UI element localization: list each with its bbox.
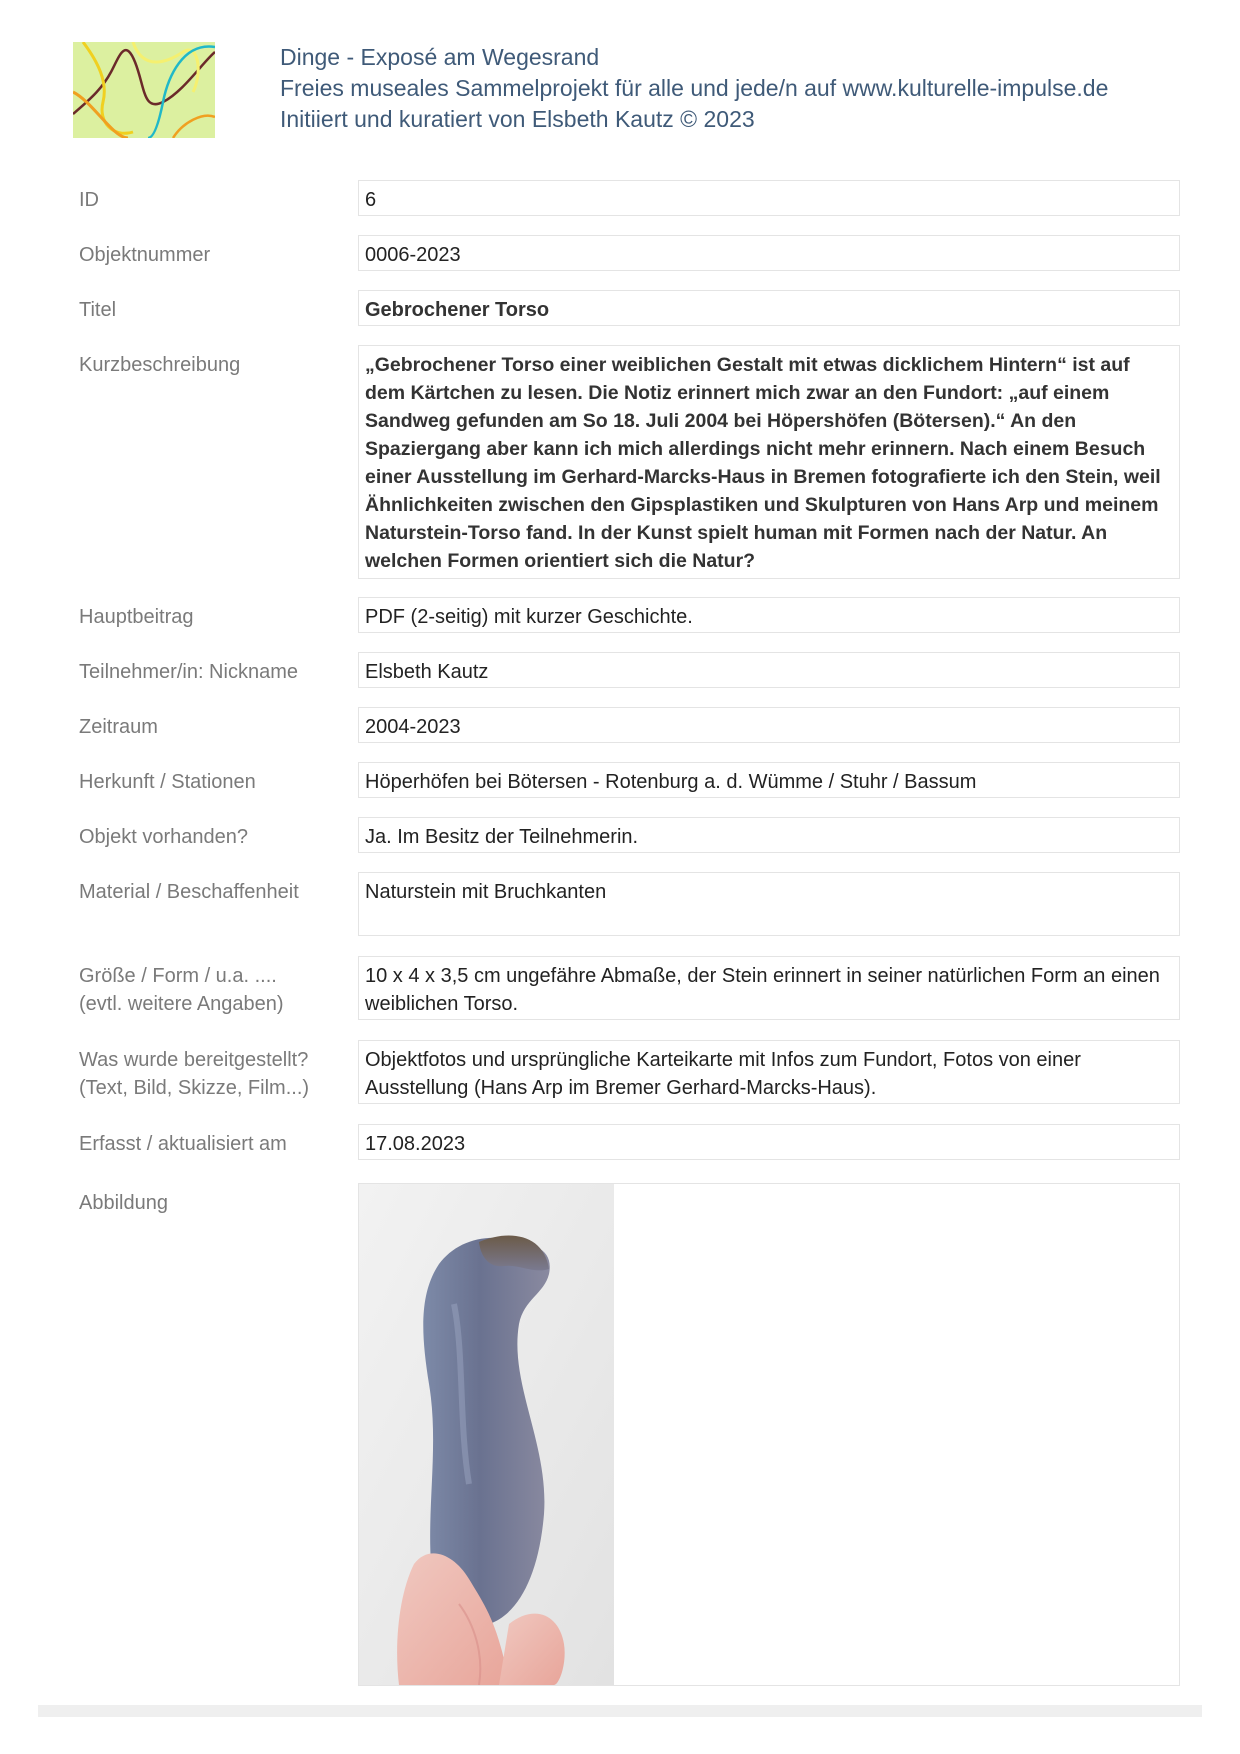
header-text [280, 42, 1160, 135]
header-credits: Initiiert und kuratiert von Elsbeth Kautz © 2023 [280, 106, 755, 132]
label-vorhanden: Objekt vorhanden? [79, 826, 249, 848]
value-titel: Gebrochener Torso [358, 290, 1180, 326]
value-material: Naturstein mit Bruchkanten [358, 872, 1180, 936]
value-hauptbeitrag: PDF (2-seitig) mit kurzer Geschichte. [358, 597, 1180, 633]
value-teilnehmer: Elsbeth Kautz [358, 652, 1180, 688]
label-titel: Titel [79, 299, 117, 321]
line-art-logo-icon [73, 42, 215, 138]
label-groesse-line2: (evtl. weitere Angaben) [79, 993, 284, 1015]
footer-bar [38, 1705, 1202, 1717]
value-id: 6 [358, 180, 1180, 216]
page-header [73, 42, 1173, 142]
value-bereitgestellt: Objektfotos und ursprüngliche Karteikarte mit Infos zum Fundort, Fotos von einer Ausstellung (Hans Arp im Bremer Gerhard-Marcks-Haus). [358, 1040, 1180, 1104]
value-objektnummer: 0006-2023 [358, 235, 1180, 271]
value-zeitraum: 2004-2023 [358, 707, 1180, 743]
label-herkunft: Herkunft / Stationen [79, 771, 256, 793]
label-hauptbeitrag: Hauptbeitrag [79, 606, 194, 628]
header-title: Dinge - Exposé am Wegesrand [280, 44, 600, 70]
label-groesse-line1: Größe / Form / u.a. .... [79, 965, 277, 987]
label-groesse [79, 962, 349, 1018]
value-vorhanden: Ja. Im Besitz der Teilnehmerin. [358, 817, 1180, 853]
label-erfasst: Erfasst / aktualisiert am [79, 1133, 287, 1155]
label-bereitgestellt-line2: (Text, Bild, Skizze, Film...) [79, 1077, 310, 1099]
value-kurzbeschreibung: „Gebrochener Torso einer weiblichen Gestalt mit etwas dicklichem Hintern“ ist auf dem Kärtchen zu lesen. Die Notiz erinnert mich zwar an den Fundort: „auf einem Sandweg gefunden am So 18. Juli 2004 bei Höpershöfen (Bötersen).“ An den Spaziergang aber kann ich mich allerdings nicht mehr erinnern. Nach einem Besuch einer Ausstellung im Gerhard-Marcks-Haus in Bremen fotografierte ich den Stein, weil Ähnlichkeiten zwischen den Gipsplastiken und Skulpturen von Hans Arp und meinem Naturstein-Torso fand. In der Kunst spielt human mit Formen nach der Natur. An welchen Formen orientiert sich die Natur? [358, 345, 1180, 579]
header-subtitle: Freies museales Sammelprojekt für alle und jede/n auf www.kulturelle-impulse.de [280, 75, 1109, 101]
stone-torso-photo [359, 1184, 614, 1685]
value-groesse: 10 x 4 x 3,5 cm ungefähre Abmaße, der Stein erinnert in seiner natürlichen Form an einen weiblichen Torso. [358, 956, 1180, 1020]
label-bereitgestellt-line1: Was wurde bereitgestellt? [79, 1049, 309, 1071]
label-bereitgestellt [79, 1046, 349, 1102]
label-kurzbeschreibung: Kurzbeschreibung [79, 354, 241, 376]
value-herkunft: Höperhöfen bei Bötersen - Rotenburg a. d. Wümme / Stuhr / Bassum [358, 762, 1180, 798]
label-id: ID [79, 189, 99, 211]
abbildung-frame [358, 1183, 1180, 1686]
label-zeitraum: Zeitraum [79, 716, 158, 738]
label-objektnummer: Objektnummer [79, 244, 211, 266]
label-material: Material / Beschaffenheit [79, 881, 299, 903]
value-erfasst: 17.08.2023 [358, 1124, 1180, 1160]
label-teilnehmer: Teilnehmer/in: Nickname [79, 661, 298, 683]
label-abbildung: Abbildung [79, 1192, 168, 1214]
